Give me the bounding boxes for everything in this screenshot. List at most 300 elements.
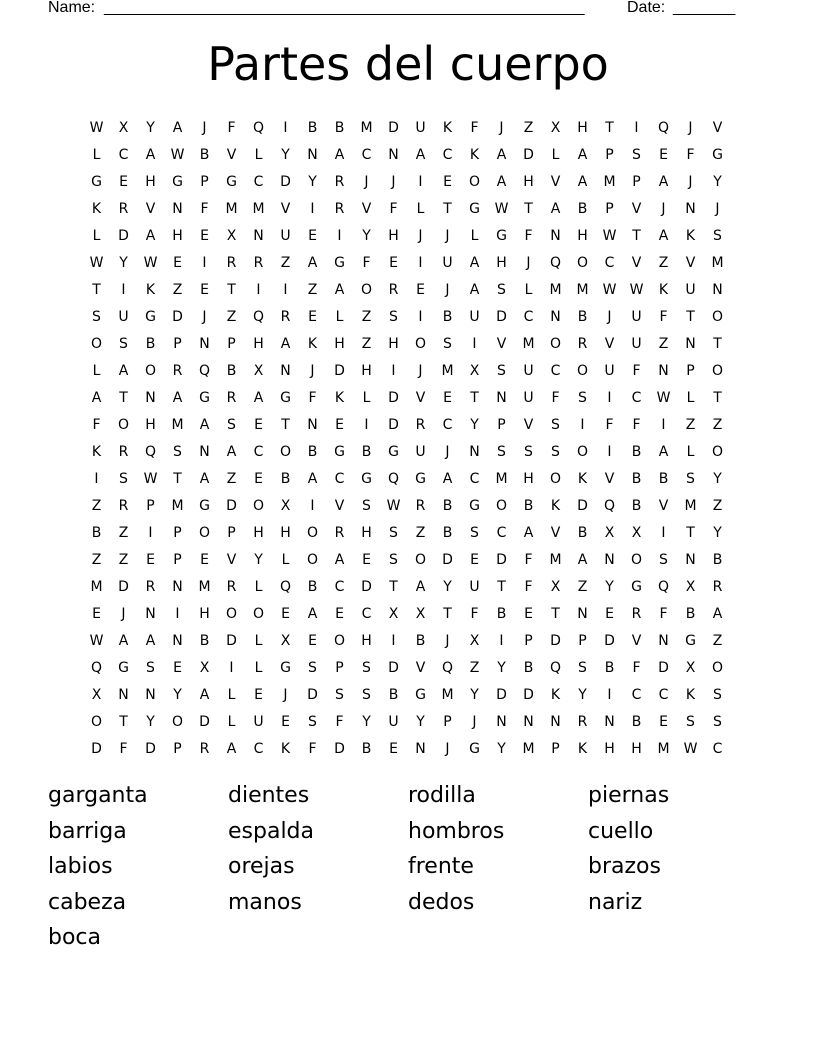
grid-cell: T <box>173 470 182 487</box>
grid-cell: I <box>283 281 288 298</box>
grid-cell: D <box>550 632 561 649</box>
grid-cell: V <box>631 632 642 649</box>
grid-cell: S <box>497 443 506 460</box>
grid-cell: Z <box>523 119 534 136</box>
grid-cell: H <box>577 119 588 136</box>
grid-cell: P <box>524 632 533 649</box>
grid-cell: O <box>171 713 184 730</box>
grid-cell: J <box>607 308 612 325</box>
grid-cell: D <box>334 740 345 757</box>
grid-cell: Y <box>443 578 452 595</box>
grid-cell: G <box>496 227 507 244</box>
grid-cell: K <box>334 389 345 406</box>
grid-cell: M <box>603 173 616 190</box>
grid-cell: C <box>496 524 507 541</box>
grid-cell: M <box>225 200 238 217</box>
grid-cell: A <box>712 605 723 622</box>
grid-cell: F <box>335 713 344 730</box>
grid-cell: E <box>173 254 182 271</box>
grid-cell: Y <box>416 713 425 730</box>
grid-cell: I <box>661 524 666 541</box>
grid-cell: B <box>631 443 642 460</box>
grid-cell: C <box>604 254 615 271</box>
grid-cell: D <box>496 686 507 703</box>
grid-cell: L <box>254 659 263 676</box>
grid-cell: N <box>685 200 696 217</box>
grid-cell: C <box>442 416 453 433</box>
grid-cell: Q <box>144 443 157 460</box>
grid-cell: N <box>685 335 696 352</box>
grid-cell: F <box>524 227 533 244</box>
grid-cell: I <box>202 254 207 271</box>
grid-cell: D <box>199 713 210 730</box>
grid-cell: Z <box>415 524 426 541</box>
grid-cell: T <box>524 200 533 217</box>
grid-cell: A <box>577 146 588 163</box>
grid-cell: G <box>280 659 291 676</box>
grid-cell: L <box>524 281 533 298</box>
grid-cell: B <box>280 470 291 487</box>
grid-cell: E <box>308 227 317 244</box>
grid-cell: A <box>658 173 669 190</box>
grid-cell: Z <box>91 497 102 514</box>
grid-cell: G <box>415 686 426 703</box>
grid-cell: G <box>145 308 156 325</box>
grid-cell: S <box>362 497 371 514</box>
grid-cell: G <box>712 146 723 163</box>
grid-cell: Z <box>658 335 669 352</box>
grid-cell: R <box>415 416 426 433</box>
grid-cell: A <box>415 146 426 163</box>
grid-cell: L <box>551 146 560 163</box>
grid-cell: F <box>632 416 641 433</box>
grid-cell: I <box>607 443 612 460</box>
grid-cell: P <box>227 524 236 541</box>
grid-cell: V <box>631 254 642 271</box>
grid-cell: A <box>307 605 318 622</box>
grid-cell: Q <box>279 578 292 595</box>
grid-cell: I <box>256 281 261 298</box>
grid-cell: A <box>253 389 264 406</box>
grid-cell: J <box>364 173 369 190</box>
grid-cell: W <box>89 632 104 649</box>
grid-cell: W <box>602 281 617 298</box>
grid-cell: J <box>688 173 693 190</box>
grid-cell: E <box>416 281 425 298</box>
grid-cell: O <box>549 335 562 352</box>
grid-cell: K <box>442 119 453 136</box>
grid-cell: Z <box>712 497 723 514</box>
grid-cell: Z <box>712 632 723 649</box>
grid-cell: G <box>469 497 480 514</box>
grid-cell: U <box>523 389 534 406</box>
grid-cell: W <box>143 470 158 487</box>
grid-cell: F <box>632 362 641 379</box>
grid-cell: A <box>442 470 453 487</box>
grid-cell: M <box>90 578 103 595</box>
grid-cell: I <box>391 362 396 379</box>
grid-cell: A <box>145 227 156 244</box>
grid-cell: D <box>145 740 156 757</box>
grid-cell: L <box>254 632 263 649</box>
word-list-item: hombros <box>408 818 505 844</box>
grid-cell: F <box>119 740 128 757</box>
grid-cell: B <box>523 659 534 676</box>
grid-cell: M <box>171 416 184 433</box>
grid-cell: Z <box>685 416 696 433</box>
grid-cell: I <box>175 605 180 622</box>
grid-cell: Y <box>173 686 182 703</box>
word-list-item: brazos <box>588 854 661 879</box>
grid-cell: Q <box>657 119 670 136</box>
grid-cell: B <box>307 119 318 136</box>
grid-cell: F <box>551 389 560 406</box>
grid-cell: M <box>360 119 373 136</box>
grid-cell: O <box>576 254 589 271</box>
grid-cell: B <box>334 119 345 136</box>
grid-cell: B <box>361 443 372 460</box>
grid-cell: M <box>441 686 454 703</box>
grid-cell: H <box>280 524 291 541</box>
grid-cell: H <box>145 416 156 433</box>
grid-cell: N <box>172 632 183 649</box>
grid-cell: E <box>362 551 371 568</box>
name-field: ______________________________________________________ <box>104 0 585 16</box>
grid-cell: W <box>143 254 158 271</box>
grid-cell: E <box>524 605 533 622</box>
grid-cell: X <box>388 605 399 622</box>
grid-cell: D <box>523 686 534 703</box>
grid-cell: Z <box>712 416 723 433</box>
grid-cell: A <box>334 146 345 163</box>
grid-cell: W <box>629 281 644 298</box>
grid-cell: G <box>91 173 102 190</box>
grid-cell: B <box>442 308 453 325</box>
grid-cell: Y <box>146 713 155 730</box>
grid-cell: H <box>604 740 615 757</box>
grid-cell: I <box>94 470 99 487</box>
grid-cell: Q <box>90 659 103 676</box>
grid-cell: M <box>522 740 535 757</box>
grid-cell: S <box>308 713 317 730</box>
grid-cell: A <box>469 254 480 271</box>
grid-cell: S <box>713 686 722 703</box>
grid-cell: N <box>550 227 561 244</box>
grid-cell: N <box>172 200 183 217</box>
grid-cell: G <box>388 443 399 460</box>
grid-cell: G <box>280 389 291 406</box>
grid-cell: B <box>415 632 426 649</box>
grid-cell: D <box>388 119 399 136</box>
grid-cell: A <box>280 335 291 352</box>
grid-cell: V <box>604 335 615 352</box>
grid-cell: Q <box>441 659 454 676</box>
grid-cell: S <box>524 443 533 460</box>
grid-cell: H <box>361 632 372 649</box>
grid-cell: K <box>307 335 318 352</box>
grid-cell: B <box>712 551 723 568</box>
grid-cell: L <box>686 389 695 406</box>
grid-cell: W <box>683 740 698 757</box>
grid-cell: B <box>523 497 534 514</box>
grid-cell: A <box>172 119 183 136</box>
grid-cell: N <box>496 389 507 406</box>
grid-cell: V <box>226 146 237 163</box>
grid-cell: A <box>307 470 318 487</box>
grid-cell: P <box>605 146 614 163</box>
grid-cell: R <box>280 308 291 325</box>
grid-cell: A <box>577 551 588 568</box>
grid-cell: A <box>307 254 318 271</box>
grid-cell: P <box>443 713 452 730</box>
grid-cell: W <box>386 497 401 514</box>
grid-cell: O <box>252 497 265 514</box>
grid-cell: F <box>605 416 614 433</box>
grid-cell: T <box>389 578 398 595</box>
grid-cell: F <box>308 389 317 406</box>
grid-cell: R <box>253 254 264 271</box>
grid-cell: Y <box>470 686 479 703</box>
grid-cell: A <box>199 470 210 487</box>
grid-cell: K <box>145 281 156 298</box>
grid-cell: M <box>522 335 535 352</box>
grid-cell: O <box>198 524 211 541</box>
grid-cell: V <box>658 497 669 514</box>
grid-cell: S <box>497 281 506 298</box>
grid-cell: T <box>470 389 479 406</box>
grid-cell: S <box>686 713 695 730</box>
grid-cell: L <box>92 227 101 244</box>
grid-cell: U <box>415 119 426 136</box>
grid-cell: Z <box>307 281 318 298</box>
grid-cell: Y <box>578 686 587 703</box>
grid-cell: Y <box>497 659 506 676</box>
grid-cell: I <box>499 632 504 649</box>
grid-cell: S <box>146 659 155 676</box>
grid-cell: H <box>523 470 534 487</box>
grid-cell: K <box>550 686 561 703</box>
grid-cell: H <box>199 605 210 622</box>
grid-cell: S <box>686 470 695 487</box>
grid-cell: D <box>226 632 237 649</box>
grid-cell: E <box>254 686 263 703</box>
grid-cell: A <box>496 146 507 163</box>
grid-cell: I <box>418 173 423 190</box>
grid-cell: G <box>334 254 345 271</box>
grid-cell: A <box>550 200 561 217</box>
grid-cell: I <box>418 254 423 271</box>
grid-cell: I <box>229 659 234 676</box>
grid-cell: N <box>577 605 588 622</box>
grid-cell: X <box>550 578 561 595</box>
grid-cell: C <box>631 389 642 406</box>
grid-cell: C <box>334 578 345 595</box>
grid-cell: Y <box>713 470 722 487</box>
grid-cell: W <box>656 389 671 406</box>
grid-cell: L <box>362 389 371 406</box>
grid-cell: F <box>92 416 101 433</box>
grid-cell: S <box>713 713 722 730</box>
grid-cell: K <box>658 281 669 298</box>
word-list-item: piernas <box>588 783 670 808</box>
grid-cell: C <box>469 470 480 487</box>
grid-cell: L <box>254 578 263 595</box>
grid-cell: M <box>495 470 508 487</box>
grid-cell: K <box>685 686 696 703</box>
grid-cell: Z <box>118 551 129 568</box>
grid-cell: Y <box>119 254 128 271</box>
grid-cell: E <box>254 470 263 487</box>
grid-cell: X <box>118 119 129 136</box>
grid-cell: E <box>308 632 317 649</box>
grid-cell: N <box>145 605 156 622</box>
grid-cell: O <box>333 632 346 649</box>
grid-cell: K <box>685 227 696 244</box>
grid-cell: A <box>199 416 210 433</box>
grid-cell: R <box>226 254 237 271</box>
word-list <box>48 778 768 956</box>
grid-cell: G <box>469 740 480 757</box>
grid-cell: U <box>415 443 426 460</box>
grid-cell: O <box>630 551 643 568</box>
grid-cell: P <box>632 173 641 190</box>
grid-cell: N <box>604 551 615 568</box>
grid-cell: C <box>253 443 264 460</box>
grid-cell: C <box>550 362 561 379</box>
grid-cell: D <box>442 551 453 568</box>
grid-cell: R <box>118 497 129 514</box>
grid-cell: S <box>173 443 182 460</box>
grid-cell: L <box>335 308 344 325</box>
grid-cell: N <box>145 389 156 406</box>
grid-cell: I <box>607 389 612 406</box>
grid-cell: B <box>658 470 669 487</box>
grid-cell: F <box>659 605 668 622</box>
grid-cell: A <box>172 389 183 406</box>
word-list-item: rodilla <box>408 783 476 808</box>
grid-cell: A <box>415 578 426 595</box>
grid-cell: S <box>497 362 506 379</box>
grid-cell: W <box>89 254 104 271</box>
grid-cell: X <box>199 659 210 676</box>
grid-cell: B <box>388 686 399 703</box>
grid-cell: F <box>686 146 695 163</box>
grid-cell: B <box>631 713 642 730</box>
grid-cell: J <box>499 119 504 136</box>
grid-cell: Z <box>118 524 129 541</box>
grid-cell: A <box>496 173 507 190</box>
date-label: Date: <box>627 0 666 16</box>
grid-cell: G <box>415 470 426 487</box>
grid-cell: N <box>307 146 318 163</box>
grid-cell: E <box>443 389 452 406</box>
grid-cell: H <box>388 227 399 244</box>
grid-cell: U <box>631 335 642 352</box>
grid-cell: C <box>361 605 372 622</box>
grid-cell: J <box>472 713 477 730</box>
grid-cell: V <box>361 200 372 217</box>
grid-cell: B <box>496 605 507 622</box>
grid-cell: N <box>307 416 318 433</box>
grid-cell: F <box>362 254 371 271</box>
grid-cell: D <box>226 497 237 514</box>
grid-cell: I <box>634 119 639 136</box>
grid-cell: U <box>469 578 480 595</box>
grid-cell: Q <box>252 119 265 136</box>
grid-cell: C <box>118 146 129 163</box>
grid-cell: A <box>334 281 345 298</box>
grid-cell: M <box>171 497 184 514</box>
grid-cell: D <box>334 362 345 379</box>
grid-cell: V <box>523 416 534 433</box>
word-list-item: labios <box>48 854 113 879</box>
grid-cell: A <box>226 443 237 460</box>
grid-cell: V <box>685 254 696 271</box>
grid-cell: R <box>172 362 183 379</box>
grid-cell: J <box>283 686 288 703</box>
grid-cell: V <box>334 497 345 514</box>
grid-cell: P <box>335 659 344 676</box>
grid-cell: O <box>117 416 130 433</box>
grid-cell: G <box>118 659 129 676</box>
grid-cell: I <box>283 119 288 136</box>
grid-cell: D <box>523 146 534 163</box>
grid-cell: K <box>550 497 561 514</box>
grid-cell: P <box>146 497 155 514</box>
grid-cell: U <box>388 713 399 730</box>
grid-cell: V <box>145 200 156 217</box>
grid-cell: N <box>550 308 561 325</box>
grid-cell: N <box>658 632 669 649</box>
grid-cell: E <box>308 308 317 325</box>
grid-cell: F <box>200 200 209 217</box>
grid-cell: U <box>604 362 615 379</box>
grid-cell: B <box>442 497 453 514</box>
grid-cell: Q <box>603 497 616 514</box>
grid-cell: F <box>632 659 641 676</box>
grid-cell: O <box>306 551 319 568</box>
grid-cell: I <box>661 416 666 433</box>
grid-cell: H <box>577 227 588 244</box>
grid-cell: V <box>604 470 615 487</box>
grid-cell: R <box>334 524 345 541</box>
grid-cell: K <box>91 443 102 460</box>
grid-cell: I <box>121 281 126 298</box>
word-list-item: cabeza <box>48 889 127 915</box>
grid-cell: E <box>659 713 668 730</box>
grid-cell: T <box>227 281 236 298</box>
grid-cell: L <box>254 146 263 163</box>
grid-cell: J <box>445 227 450 244</box>
grid-cell: D <box>118 578 129 595</box>
grid-cell: E <box>443 173 452 190</box>
grid-cell: Z <box>280 254 291 271</box>
grid-cell: B <box>145 335 156 352</box>
grid-cell: O <box>414 335 427 352</box>
grid-cell: E <box>200 551 209 568</box>
grid-cell: E <box>254 416 263 433</box>
grid-cell: E <box>389 254 398 271</box>
grid-cell: Y <box>254 551 263 568</box>
grid-cell: E <box>200 227 209 244</box>
grid-cell: S <box>389 308 398 325</box>
grid-cell: Z <box>658 254 669 271</box>
grid-cell: S <box>389 551 398 568</box>
grid-cell: S <box>470 524 479 541</box>
grid-cell: E <box>659 146 668 163</box>
grid-cell: I <box>580 416 585 433</box>
grid-cell: F <box>470 605 479 622</box>
